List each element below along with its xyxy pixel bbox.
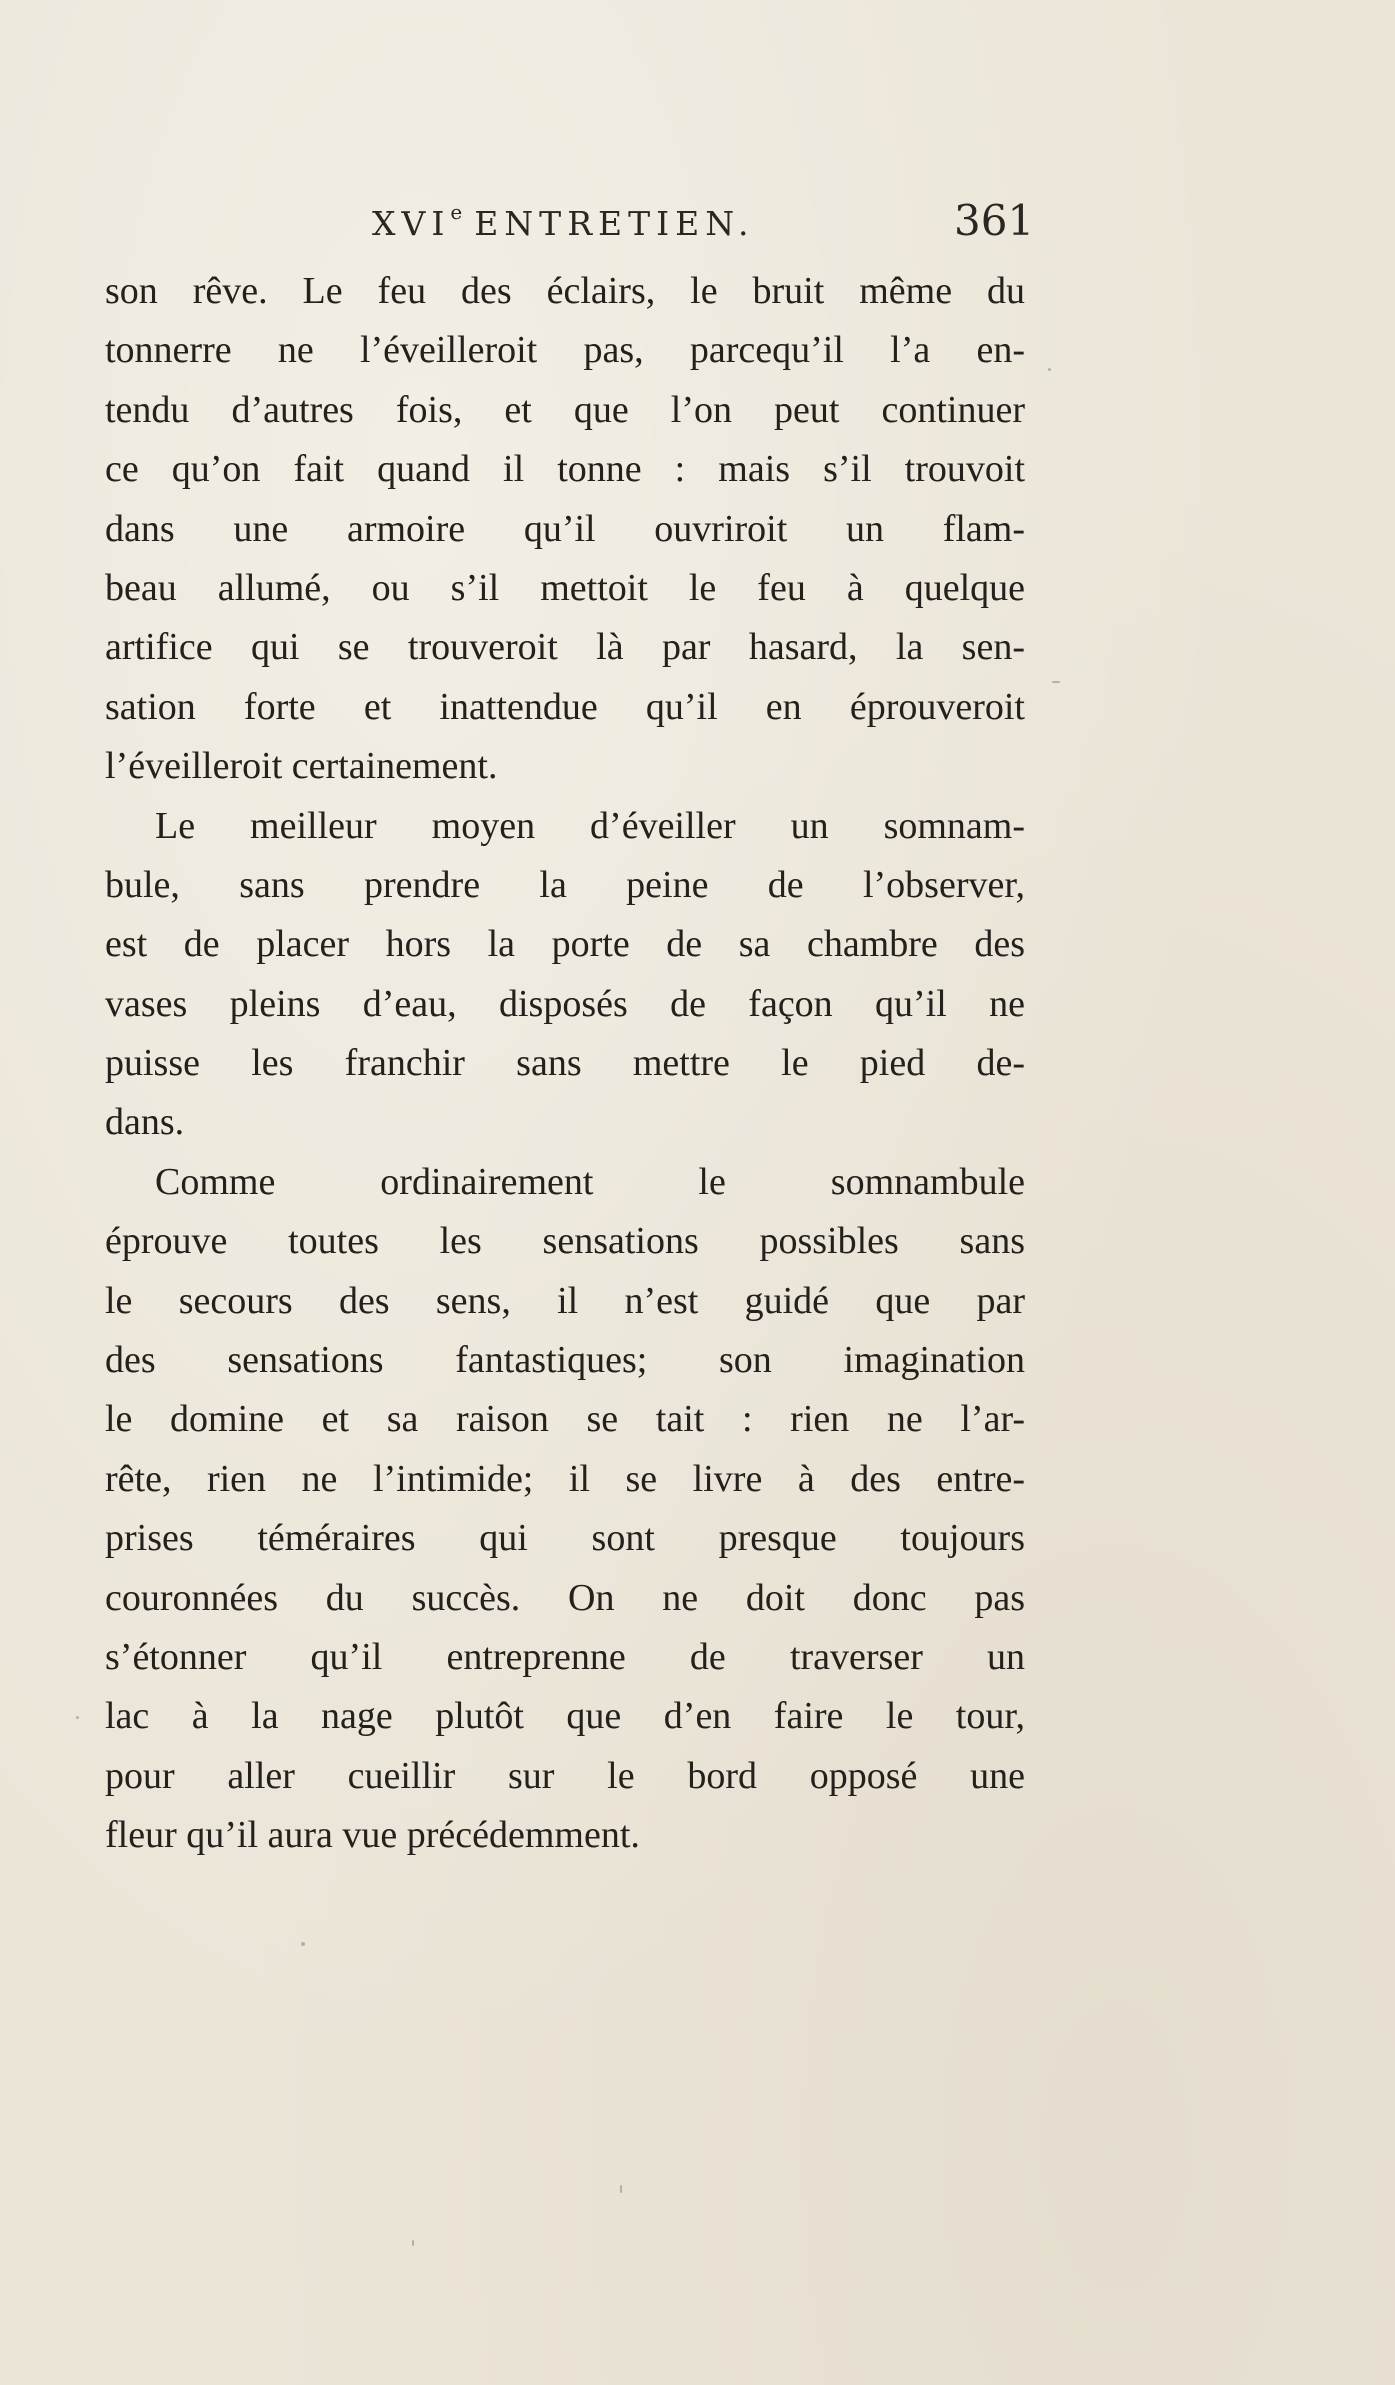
- text-line: son rêve. Le feu des éclairs, le bruit même du: [105, 270, 1025, 312]
- paper-speck: [301, 1942, 305, 1946]
- text-line: pour aller cueillir sur le bord opposé une: [105, 1754, 1025, 1797]
- text-line: puisse les franchir sans mettre le pied de-: [105, 1042, 1025, 1085]
- text-line: tendu d’autres fois, et que l’on peut continuer: [105, 388, 1025, 431]
- text-line: couronnées du succès. On ne doit donc pas: [105, 1576, 1025, 1619]
- paper-speck: [76, 1716, 79, 1719]
- text-line: ce qu’on fait quand il tonne : mais s’il trouvoit: [105, 448, 1025, 491]
- page-number: 361: [954, 196, 1035, 245]
- text-line: artifice qui se trouveroit là par hasard, la sen-: [105, 626, 1025, 669]
- paper-speck: [620, 2185, 622, 2193]
- paragraph-first-line: Comme ordinairement le somnambule: [155, 1160, 1025, 1203]
- text-line: est de placer hors la porte de sa chambre des: [105, 923, 1025, 966]
- body-text: [105, 262, 1025, 1866]
- running-head-superscript: e: [450, 200, 463, 224]
- text-line: le secours des sens, il n’est guidé que par: [105, 1279, 1025, 1322]
- paragraph-first-line: Le meilleur moyen d’éveiller un somnam-: [155, 804, 1025, 847]
- paper-speck: [1048, 368, 1051, 371]
- page-header: [0, 196, 1395, 256]
- text-line: l’éveilleroit certainement.: [105, 745, 498, 788]
- text-line: le domine et sa raison se tait : rien ne l’ar-: [105, 1398, 1025, 1441]
- text-line: des sensations fantastiques; son imagination: [105, 1339, 1025, 1382]
- text-line: dans.: [105, 1101, 185, 1144]
- text-line: éprouve toutes les sensations possibles sans: [105, 1220, 1025, 1263]
- text-line: vases pleins d’eau, disposés de façon qu’il ne: [105, 982, 1025, 1025]
- text-line: rête, rien ne l’intimide; il se livre à des entre-: [105, 1457, 1025, 1500]
- text-line: sation forte et inattendue qu’il en éprouveroit: [105, 685, 1025, 728]
- text-line: s’étonner qu’il entreprenne de traverser un: [105, 1635, 1025, 1678]
- running-head: [372, 200, 755, 243]
- text-line: fleur qu’il aura vue précédemment.: [105, 1814, 640, 1857]
- running-head-roman: XVI: [372, 204, 451, 243]
- text-line: beau allumé, ou s’il mettoit le feu à quelque: [105, 566, 1025, 609]
- text-line: prises téméraires qui sont presque toujours: [105, 1517, 1025, 1560]
- text-line: tonnerre ne l’éveilleroit pas, parcequ’il l’a en-: [105, 329, 1025, 372]
- paper-speck: [412, 2240, 414, 2246]
- text-line: dans une armoire qu’il ouvriroit un flam-: [105, 507, 1025, 550]
- text-line: bule, sans prendre la peine de l’observer,: [105, 863, 1025, 906]
- paper-speck: [1052, 681, 1060, 683]
- running-head-word: ENTRETIEN.: [474, 204, 755, 243]
- text-line: lac à la nage plutôt que d’en faire le tour,: [105, 1695, 1025, 1738]
